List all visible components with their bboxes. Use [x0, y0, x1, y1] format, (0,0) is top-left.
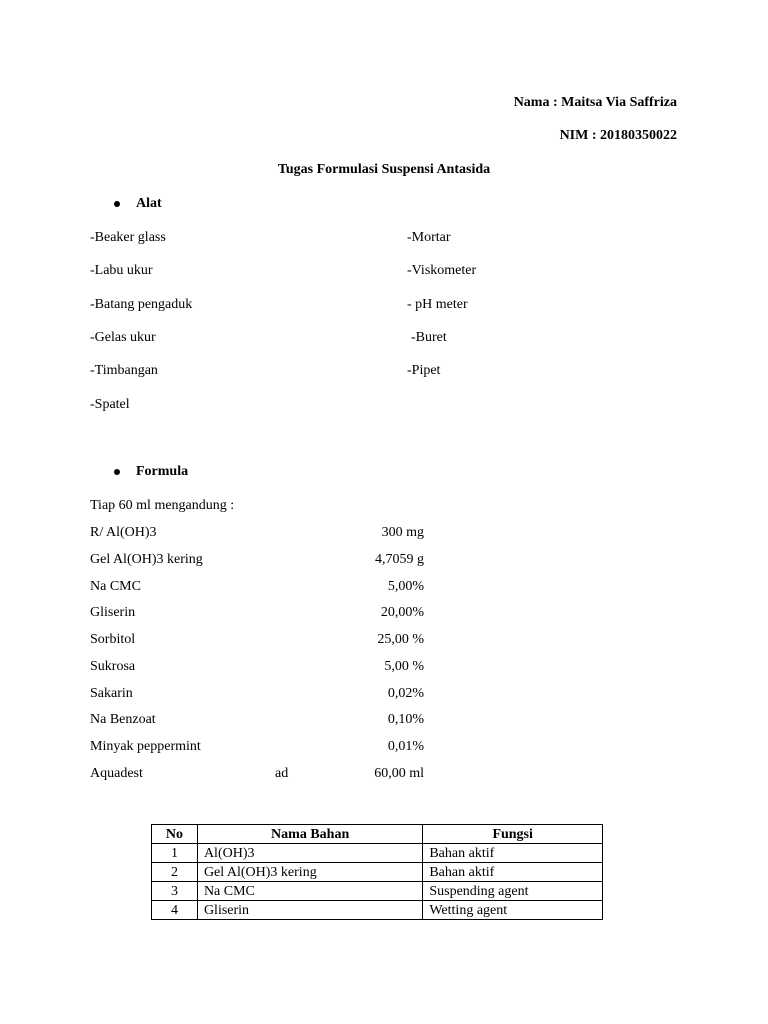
- formula-heading: Formula: [136, 464, 189, 479]
- formula-item-value: 0,02%: [387, 686, 424, 701]
- student-name: Nama : Maitsa Via Saffriza: [513, 95, 677, 110]
- table-cell: Na CMC: [197, 882, 422, 901]
- document-title: Tugas Formulasi Suspensi Antasida: [277, 162, 491, 177]
- formula-item-name: Gel Al(OH)3 kering: [90, 552, 203, 567]
- table-row: [152, 882, 603, 901]
- formula-item-value: 5,00%: [387, 579, 424, 594]
- table-cell: 1: [152, 844, 198, 863]
- alat-item: -Mortar: [407, 230, 451, 245]
- alat-item: -Gelas ukur: [90, 330, 156, 345]
- table-cell: Suspending agent: [423, 882, 603, 901]
- formula-item-name: Aquadest: [90, 766, 143, 781]
- formula-item-value: 0,10%: [387, 712, 424, 727]
- bahan-table: [151, 824, 603, 920]
- formula-item-value: 20,00%: [380, 605, 424, 620]
- bullet-icon: [114, 201, 120, 207]
- table-cell: Bahan aktif: [423, 863, 603, 882]
- formula-item-name: Minyak peppermint: [90, 739, 201, 754]
- table-cell: 4: [152, 901, 198, 920]
- formula-item-name: Na Benzoat: [90, 712, 156, 727]
- table-cell: Bahan aktif: [423, 844, 603, 863]
- alat-item: -Pipet: [407, 363, 441, 378]
- alat-item: -Buret: [411, 330, 447, 345]
- formula-item-value: 300 mg: [381, 525, 424, 540]
- alat-item: -Timbangan: [90, 363, 158, 378]
- column-header: No: [152, 825, 198, 844]
- formula-item-name: Sukrosa: [90, 659, 136, 674]
- alat-item: -Viskometer: [407, 263, 477, 278]
- alat-item: -Batang pengaduk: [90, 297, 193, 312]
- table-cell: Gliserin: [197, 901, 422, 920]
- alat-item: -Spatel: [90, 397, 130, 412]
- alat-item: - pH meter: [407, 297, 468, 312]
- formula-item-value: 5,00 %: [384, 659, 424, 674]
- table-cell: Gel Al(OH)3 kering: [197, 863, 422, 882]
- formula-item-name: R/ Al(OH)3: [90, 525, 157, 540]
- table-cell: 2: [152, 863, 198, 882]
- formula-item-name: Gliserin: [90, 605, 136, 620]
- table-row: [152, 901, 603, 920]
- formula-item-value: 25,00 %: [377, 632, 424, 647]
- alat-heading: Alat: [136, 196, 162, 211]
- formula-item-name: Sakarin: [90, 686, 133, 701]
- column-header: Nama Bahan: [197, 825, 422, 844]
- formula-item-value: 60,00 ml: [374, 766, 424, 781]
- table-row: [152, 844, 603, 863]
- formula-item-value: 0,01%: [387, 739, 424, 754]
- formula-item-value: 4,7059 g: [375, 552, 424, 567]
- column-header: Fungsi: [423, 825, 603, 844]
- formula-item-name: Na CMC: [90, 579, 141, 594]
- formula-intro: Tiap 60 ml mengandung :: [90, 498, 235, 513]
- table-cell: Al(OH)3: [197, 844, 422, 863]
- alat-item: -Labu ukur: [90, 263, 153, 278]
- alat-item: -Beaker glass: [90, 230, 166, 245]
- formula-item-note: ad: [275, 766, 289, 781]
- table-header-row: [152, 825, 603, 844]
- table-cell: 3: [152, 882, 198, 901]
- table-row: [152, 863, 603, 882]
- table-cell: Wetting agent: [423, 901, 603, 920]
- bullet-icon: [114, 469, 120, 475]
- formula-item-name: Sorbitol: [90, 632, 136, 647]
- student-nim: NIM : 20180350022: [559, 128, 677, 143]
